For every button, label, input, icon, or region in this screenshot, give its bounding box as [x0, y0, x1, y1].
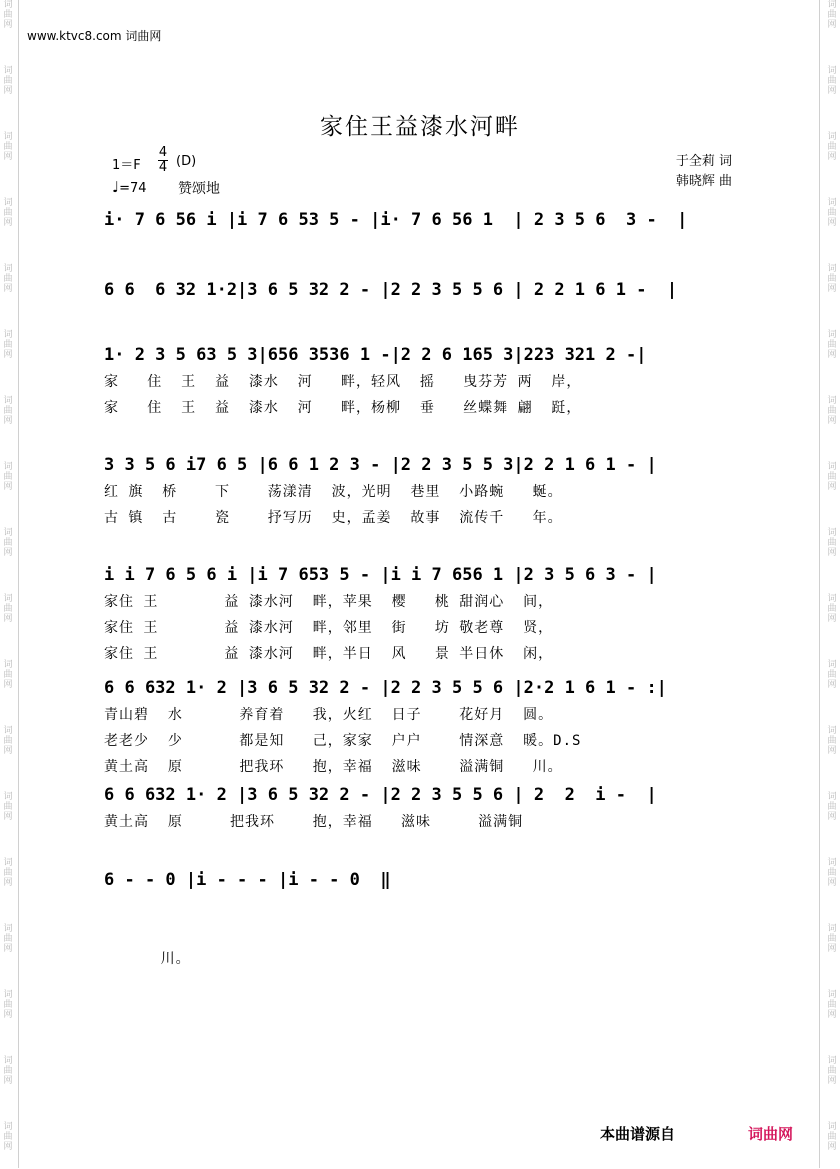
- watermark-text: 词 曲 网: [827, 264, 837, 294]
- lyric-line: 家住 王 益 漆水河 畔，邻里 街 坊 敬老尊 贤，: [104, 620, 554, 636]
- notation-line: i· 7 6 56 i |i 7 6 53 5 - |i· 7 6 56 1 | 2 3 5 6 3 - |: [104, 210, 688, 230]
- watermark-column-left: [0, 0, 16, 1169]
- composer-credit: 韩晓辉 曲: [675, 174, 732, 189]
- watermark-text: 词 曲 网: [3, 924, 13, 954]
- key-signature: 1＝F: [112, 158, 141, 173]
- score-line: [104, 870, 764, 972]
- notation-line: 1· 2 3 5 63 5 3|656 3536 1 -|2 2 6 165 3|223 321 2 -|: [104, 345, 647, 365]
- watermark-text: 词 曲 网: [3, 264, 13, 294]
- score-line: [104, 678, 764, 780]
- watermark-text: 词 曲 网: [3, 528, 13, 558]
- lyric-line: [104, 894, 764, 920]
- watermark-text: 词 曲 网: [3, 330, 13, 360]
- notation-line: 6 - - 0 |i - - - |i - - 0 ‖: [104, 870, 391, 890]
- score-line: [104, 565, 764, 667]
- watermark-text: 词 曲 网: [3, 1056, 13, 1086]
- footer-source-label: 本曲谱源自: [600, 1125, 676, 1143]
- watermark-text: 词 曲 网: [3, 726, 13, 756]
- lyric-line: 老老少 少 都是知 己，家家 户户 情深意 暖。D.S: [104, 733, 582, 749]
- lyric-line: 川。: [104, 951, 191, 967]
- notation-line: i i 7 6 5 6 i |i 7 653 5 - |i i 7 656 1 |2 3 5 6 3 - |: [104, 565, 657, 585]
- watermark-text: 词 曲 网: [827, 528, 837, 558]
- notation-line: 6 6 6 32 1·2|3 6 5 32 2 - |2 2 3 5 5 6 | 2 2 1 6 1 - |: [104, 280, 678, 300]
- notation-line: 6 6 632 1· 2 |3 6 5 32 2 - |2 2 3 5 5 6 | 2 2 i - |: [104, 785, 657, 805]
- quarter-note-icon: ♩: [112, 178, 120, 196]
- watermark-text: 词 曲 网: [827, 660, 837, 690]
- lyric-line: 黄土高 原 把我环 抱，幸福 滋味 溢满铜 川。: [104, 759, 563, 775]
- tempo-value: =74: [119, 181, 147, 196]
- watermark-text: 词 曲 网: [3, 660, 13, 690]
- lyric-line: 黄土高 原 把我环 抱，幸福 滋味 溢满铜: [104, 814, 524, 830]
- watermark-text: 词 曲 网: [827, 396, 837, 426]
- expression-marking: 赞颂地: [178, 181, 220, 197]
- score-line: [104, 785, 764, 835]
- score-line: [104, 345, 764, 421]
- watermark-text: 词 曲 网: [827, 132, 837, 162]
- score-line: [104, 210, 764, 234]
- watermark-text: 词 曲 网: [827, 924, 837, 954]
- time-signature-top: 4: [158, 145, 168, 160]
- watermark-text: 词 曲 网: [827, 462, 837, 492]
- watermark-text: 词 曲 网: [827, 990, 837, 1020]
- time-signature-alt: (D): [176, 154, 197, 169]
- watermark-text: 词 曲 网: [827, 1122, 837, 1152]
- watermark-text: 词 曲 网: [3, 0, 13, 30]
- watermark-column-right: [824, 0, 840, 1169]
- score-line: [104, 455, 764, 531]
- lyric-line: 家住 王 益 漆水河 畔，半日 风 景 半日休 闲，: [104, 646, 554, 662]
- footer-brand-link[interactable]: 词曲网: [748, 1125, 794, 1143]
- watermark-text: 词 曲 网: [3, 990, 13, 1020]
- watermark-text: 词 曲 网: [3, 132, 13, 162]
- lyric-line: 青山碧 水 养育着 我，火红 日子 花好月 圆。: [104, 707, 554, 723]
- watermark-text: 词 曲 网: [3, 198, 13, 228]
- watermark-text: 词 曲 网: [827, 858, 837, 888]
- watermark-text: 词 曲 网: [3, 1122, 13, 1152]
- lyric-line: 古 镇 古 瓷 抒写历 史，孟姜 故事 流传千 年。: [104, 510, 563, 526]
- notation-line: 3 3 5 6 i7 6 5 |6 6 1 2 3 - |2 2 3 5 5 3|2 2 1 6 1 - |: [104, 455, 657, 475]
- watermark-text: 词 曲 网: [3, 462, 13, 492]
- lyric-line: 家 住 王 益 漆水 河 畔，杨柳 垂 丝蝶舞 翩 跹，: [104, 400, 582, 416]
- watermark-text: 词 曲 网: [827, 198, 837, 228]
- time-signature: [158, 146, 168, 175]
- watermark-text: 词 曲 网: [827, 726, 837, 756]
- time-signature-bottom: 4: [158, 160, 168, 175]
- notation-line: 6 6 632 1· 2 |3 6 5 32 2 - |2 2 3 5 5 6 |2·2 1 6 1 - :|: [104, 678, 667, 698]
- lyric-line: [104, 920, 764, 946]
- watermark-text: 词 曲 网: [3, 858, 13, 888]
- watermark-text: 词 曲 网: [3, 396, 13, 426]
- credits: [676, 152, 732, 192]
- lyric-line: 红 旗 桥 下 荡漾清 波，光明 巷里 小路蜿 蜒。: [104, 484, 563, 500]
- watermark-text: 词 曲 网: [3, 594, 13, 624]
- watermark-text: 词 曲 网: [827, 66, 837, 96]
- lyric-line: 家 住 王 益 漆水 河 畔，轻风 摇 曳芬芳 两 岸，: [104, 374, 582, 390]
- lyric-line: 家住 王 益 漆水河 畔，苹果 樱 桃 甜润心 间，: [104, 594, 554, 610]
- site-url[interactable]: www.ktvc8.com 词曲网: [27, 29, 162, 43]
- watermark-text: 词 曲 网: [827, 792, 837, 822]
- watermark-text: 词 曲 网: [3, 792, 13, 822]
- song-title: 家住王益漆水河畔: [320, 114, 520, 140]
- watermark-text: 词 曲 网: [827, 1056, 837, 1086]
- watermark-text: 词 曲 网: [3, 66, 13, 96]
- watermark-text: 词 曲 网: [827, 0, 837, 30]
- watermark-text: 词 曲 网: [827, 330, 837, 360]
- tempo-marking: [112, 178, 147, 196]
- watermark-text: 词 曲 网: [827, 594, 837, 624]
- score-line: [104, 280, 764, 304]
- lyricist-credit: 于全莉 词: [675, 154, 732, 169]
